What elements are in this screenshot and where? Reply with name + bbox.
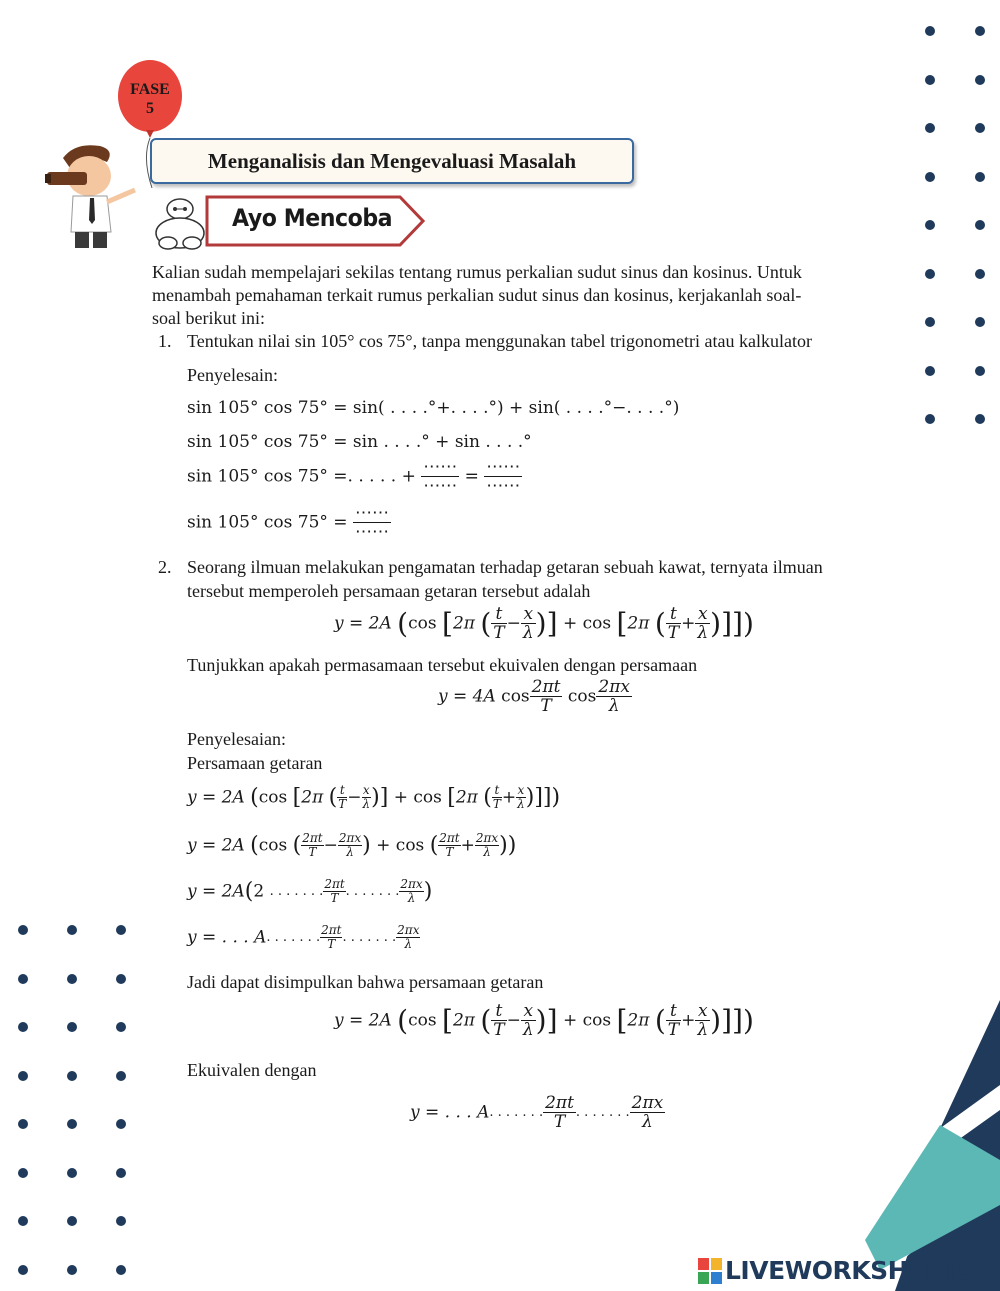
decorative-dot (925, 172, 935, 182)
numerator: 2πt (439, 831, 460, 845)
question-2-solution-label: Penyelesaian: (187, 729, 286, 749)
fraction-t-over-T (337, 784, 347, 811)
bracket-open: [ (442, 607, 453, 640)
denominator: T (445, 845, 454, 859)
denominator: T (330, 891, 339, 905)
decorative-dot (975, 26, 985, 36)
fraction-x-over-lambda (362, 784, 372, 811)
denominator: T (493, 623, 505, 643)
intro-line-1: Kalian sudah mempelajari sekilas tentang rumus perkalian sudut sinus dan kosinus. Untuk (152, 262, 802, 282)
numerator: t (337, 784, 347, 798)
decorative-dot (925, 414, 935, 424)
fraction-2pix-over-lambda (630, 1094, 666, 1131)
paren-open: ( (244, 879, 254, 904)
paren-close: ) (710, 607, 722, 640)
bracket-close: ] (732, 607, 743, 640)
decorative-dot (116, 1119, 126, 1129)
paren-open: ( (483, 785, 492, 810)
decorative-dot (925, 269, 935, 279)
paren-close: ) (525, 785, 535, 810)
two-pi: 2π (627, 1010, 650, 1031)
question-2-text-line-1: Seorang ilmuan melakukan pengamatan terhadap getaran sebuah kawat, ternyata ilmuan (187, 557, 823, 577)
denominator: λ (407, 891, 416, 905)
decorative-dot (925, 75, 935, 85)
denominator: λ (642, 1112, 653, 1132)
corner-decoration (800, 990, 1000, 1291)
phase-badge-number: 5 (146, 100, 154, 117)
minus-sign: − (506, 613, 521, 634)
decorative-dot (116, 1022, 126, 1032)
denominator: λ (697, 1020, 709, 1040)
question-1-number: 1. (158, 331, 172, 351)
denominator: T (493, 1020, 505, 1040)
question-1-step-4 (187, 504, 391, 541)
blank-denominator: ⋯⋯ (354, 522, 389, 542)
denominator: T (667, 1020, 680, 1040)
question-2-step-1 (187, 784, 560, 811)
paren-close: ) (499, 833, 508, 858)
denominator: λ (483, 845, 491, 859)
denominator: λ (697, 623, 709, 643)
wave-equation-target (438, 678, 632, 715)
header-title: Menganalisis dan Mengevaluasi Masalah (150, 138, 634, 184)
cos-func: cos (501, 686, 530, 707)
equals-sign: = (453, 686, 468, 707)
equals-sign: = (349, 613, 364, 634)
amplitude: 4A (472, 686, 496, 707)
numerator: 2πx (338, 831, 362, 845)
decorative-dot (925, 366, 935, 376)
decorative-dot (67, 1071, 77, 1081)
decorative-dot (925, 123, 935, 133)
numerator: 2πt (531, 677, 561, 697)
minus-sign: − (347, 787, 362, 808)
two-pi: 2π (627, 613, 650, 634)
cos-func: cos (567, 686, 597, 707)
blank-denominator: ⋯⋯ (486, 476, 521, 496)
cos-func: cos (582, 613, 612, 634)
decorative-dot (975, 220, 985, 230)
decorative-dot (67, 1119, 77, 1129)
amplitude: 2A (221, 835, 245, 856)
decorative-dot (925, 220, 935, 230)
equals-sign: = (202, 787, 217, 808)
question-2-number: 2. (158, 557, 172, 577)
equals-sign: = (464, 466, 479, 487)
decorative-dot (18, 1119, 28, 1129)
fraction-x-over-lambda (521, 605, 536, 642)
bracket-close: ] (546, 607, 558, 640)
fraction-t-over-T (666, 1002, 681, 1039)
numerator: x (521, 1002, 536, 1021)
decorative-dot (116, 925, 126, 935)
decorative-dot (925, 26, 935, 36)
two-pi: 2π (455, 787, 478, 808)
denominator: λ (608, 696, 620, 716)
blank-denominator: ⋯⋯ (423, 476, 458, 496)
plus-sign: + (681, 1010, 696, 1031)
bracket-close: ] (546, 1004, 558, 1037)
liveworksheets-logo (698, 1256, 975, 1285)
question-2-step-3 (187, 878, 432, 905)
intro-line-3: soal berikut ini: (152, 308, 265, 328)
question-2-show-text: Tunjukkan apakah permasamaan tersebut ekuivalen dengan persamaan (187, 655, 698, 675)
fraction-2pix-over-lambda (338, 832, 362, 859)
decorative-dot (67, 925, 77, 935)
fraction-2pix-over-lambda (396, 924, 420, 951)
bracket-open: [ (447, 785, 456, 810)
blank-fraction (484, 458, 522, 495)
decorative-dot (116, 974, 126, 984)
paren-close: ) (742, 607, 754, 640)
wave-equation-given (334, 605, 754, 642)
decorative-dot (67, 1168, 77, 1178)
paren-open: ( (480, 1004, 492, 1037)
question-2-conclusion: Jadi dapat disimpulkan bahwa persamaan getaran (187, 972, 544, 992)
blank-dots: . . . . . . . (342, 930, 397, 945)
decorative-dot (975, 414, 985, 424)
bracket-open: [ (616, 1004, 628, 1037)
var-y: y (438, 686, 448, 707)
paren-close: ) (710, 1004, 722, 1037)
numerator: 2πt (321, 923, 342, 937)
denominator: λ (522, 1020, 534, 1040)
amplitude: 2A (368, 1010, 392, 1031)
question-2-step-2 (187, 832, 516, 859)
numerator: x (695, 605, 710, 624)
fraction-2pit-over-T (530, 678, 563, 715)
decorative-dot (116, 1071, 126, 1081)
fraction-2pit-over-T (438, 832, 460, 859)
numerator: x (521, 605, 536, 624)
decorative-dot (116, 1168, 126, 1178)
paren-close: ) (742, 1004, 754, 1037)
decorative-dot (975, 172, 985, 182)
numerator: 2πx (400, 877, 423, 891)
equals-sign: = (202, 881, 217, 902)
fraction-t-over-T (491, 605, 506, 642)
denominator: λ (517, 797, 525, 811)
result-prefix: y = . . . A (187, 927, 267, 948)
decorative-dot (975, 75, 985, 85)
decorative-dot (975, 269, 985, 279)
var-y: y (334, 613, 344, 634)
fraction-2pix-over-lambda (399, 878, 423, 905)
plus-sign: + (681, 613, 696, 634)
question-1-step-2: sin 105° cos 75° = sin . . . .° + sin . . . .° (187, 432, 532, 452)
plus-sign: + (562, 613, 578, 634)
bracket-close: ] (379, 785, 389, 810)
blank-numerator: ⋯⋯ (486, 457, 521, 477)
blank-numerator: ⋯⋯ (354, 503, 389, 523)
decorative-dot (67, 1265, 77, 1275)
numerator: 2πx (397, 923, 420, 937)
bracket-close: ] (721, 607, 733, 640)
var-y: y (187, 881, 197, 902)
amplitude: 2A (221, 787, 245, 808)
phase-badge (120, 80, 180, 118)
denominator: λ (404, 937, 413, 951)
paren-open: ( (250, 785, 259, 810)
question-2-step-4 (187, 924, 420, 951)
numerator: 2πt (302, 831, 323, 845)
liveworksheets-logo-icon (698, 1258, 722, 1284)
result-prefix: y = . . . A (410, 1102, 490, 1123)
fraction-2pit-over-T (301, 832, 323, 859)
intro-line-2: menambah pemahaman terkait rumus perkalian sudut sinus dan kosinus, kerjakanlah soal- (152, 285, 802, 305)
question-1-step-3 (187, 458, 522, 495)
fraction-t-over-T (666, 605, 681, 642)
numerator: 2πx (631, 1093, 664, 1113)
fraction-t-over-T (491, 1002, 506, 1039)
bracket-close: ] (534, 785, 543, 810)
section-label: Ayo Mencoba (232, 204, 393, 232)
numerator: x (517, 783, 525, 797)
decorative-dot (116, 1265, 126, 1275)
decorative-dot (18, 1265, 28, 1275)
bracket-close: ] (732, 1004, 743, 1037)
decorative-dot (67, 1022, 77, 1032)
step-4-lhs: sin 105° cos 75° = (187, 512, 348, 533)
paren-open: ( (292, 833, 302, 858)
denominator: T (338, 797, 347, 811)
decorative-dot (975, 317, 985, 327)
paren-open: ( (429, 833, 439, 858)
question-2-equivalent-label: Ekuivalen dengan (187, 1060, 317, 1080)
paren-close: ) (551, 785, 561, 810)
denominator: T (308, 845, 317, 859)
blank-dots: . . . . . . . (489, 1105, 544, 1120)
blank-dots: . . . . . . . (345, 884, 400, 899)
two-pi: 2π (452, 1010, 475, 1031)
numerator: x (362, 783, 370, 797)
paren-close: ) (362, 833, 371, 858)
denominator: T (327, 937, 336, 951)
amplitude: 2A (221, 881, 245, 902)
blank-numerator: ⋯⋯ (423, 457, 458, 477)
minus-sign: − (506, 1010, 521, 1031)
numerator: 2πx (598, 677, 630, 697)
decorative-dot (18, 974, 28, 984)
wave-equation-conclusion (334, 1002, 754, 1039)
blank-fraction (353, 504, 391, 541)
phase-badge-label: FASE (130, 81, 170, 98)
paren-open: ( (397, 1004, 409, 1037)
cos-func: cos (582, 1010, 612, 1031)
dot-grid-bottom-left (18, 925, 138, 1285)
decorative-dot (18, 1168, 28, 1178)
paren-open: ( (397, 607, 409, 640)
dot-grid-top-right (925, 26, 995, 436)
fraction-2pix-over-lambda (596, 678, 632, 715)
numerator: t (491, 1002, 506, 1021)
bracket-close: ] (721, 1004, 733, 1037)
var-y: y (187, 787, 197, 808)
bracket-close: ] (542, 785, 552, 810)
paren-open: ( (480, 607, 492, 640)
coefficient-two: 2 (253, 881, 265, 902)
paren-open: ( (654, 1004, 666, 1037)
fraction-x-over-lambda (695, 1002, 710, 1039)
fraction-2pit-over-T (320, 924, 342, 951)
numerator: t (666, 605, 681, 624)
paren-close: ) (535, 607, 547, 640)
denominator: T (667, 623, 680, 643)
amplitude: 2A (368, 613, 392, 634)
paren-open: ( (250, 833, 259, 858)
fraction-x-over-lambda (695, 605, 710, 642)
question-1-solution-label: Penyelesain: (187, 365, 278, 385)
question-1-text: Tentukan nilai sin 105° cos 75°, tanpa menggunakan tabel trigonometri atau kalkulator (187, 331, 812, 351)
denominator: λ (362, 797, 371, 811)
numerator: 2πt (545, 1093, 574, 1113)
decorative-dot (18, 1216, 28, 1226)
fraction-2pit-over-T (543, 1094, 576, 1131)
denominator: T (553, 1112, 566, 1132)
fraction-2pix-over-lambda (475, 832, 499, 859)
blank-fraction (421, 458, 459, 495)
decorative-dot (67, 974, 77, 984)
question-2-text-line-2: tersebut memperoleh persamaan getaran tersebut adalah (187, 581, 591, 601)
blank-dots: . . . . . . . (269, 884, 324, 899)
question-2-sub-label: Persamaan getaran (187, 753, 323, 773)
decorative-dot (925, 317, 935, 327)
var-y: y (187, 835, 197, 856)
plus-sign: + (460, 835, 475, 856)
bracket-open: [ (616, 607, 628, 640)
plus-sign: + (562, 1010, 578, 1031)
bracket-open: [ (292, 785, 302, 810)
paren-close: ) (423, 879, 433, 904)
decorative-dot (116, 1216, 126, 1226)
numerator: t (666, 1002, 681, 1021)
two-pi: 2π (301, 787, 324, 808)
decorative-dot (18, 925, 28, 935)
blank-dots: . . . . . . . (575, 1105, 630, 1120)
equals-sign: = (349, 1010, 364, 1031)
plus-sign: + (501, 787, 517, 808)
numerator: 2πx (475, 831, 499, 845)
paren-open: ( (654, 607, 666, 640)
fraction-t-over-T (492, 784, 502, 811)
var-y: y (334, 1010, 344, 1031)
liveworksheets-logo-text: LIVEWORKSHEETS (725, 1256, 976, 1285)
numerator: 2πt (324, 877, 345, 891)
numerator: t (491, 605, 506, 624)
wave-equation-answer (410, 1094, 665, 1131)
bracket-open: [ (442, 1004, 453, 1037)
numerator: t (492, 784, 502, 798)
cartoon-man-illustration (45, 140, 155, 255)
denominator: λ (346, 845, 354, 859)
fraction-x-over-lambda (516, 784, 526, 811)
equals-sign: = (202, 835, 217, 856)
paren-open: ( (328, 785, 338, 810)
paren-close: ) (371, 785, 380, 810)
two-pi: 2π (452, 613, 475, 634)
decorative-dot (18, 1071, 28, 1081)
denominator: λ (522, 623, 534, 643)
step-3-lhs: sin 105° cos 75° =. . . . . + (187, 466, 416, 487)
decorative-dot (67, 1216, 77, 1226)
denominator: T (540, 696, 552, 716)
cos-func: cos (258, 835, 288, 856)
fraction-2pit-over-T (323, 878, 345, 905)
plus-sign: + (393, 787, 408, 808)
decorative-dot (18, 1022, 28, 1032)
cos-func: cos (258, 787, 288, 808)
paren-close: ) (535, 1004, 547, 1037)
decorative-dot (975, 366, 985, 376)
cos-func: cos (395, 835, 425, 856)
decorative-dot (975, 123, 985, 133)
question-1-step-1: sin 105° cos 75° = sin( . . . .°+. . . .°) + sin( . . . .°−. . . .°) (187, 398, 680, 418)
robot-mascot-icon (150, 195, 210, 250)
plus-sign: + (376, 835, 391, 856)
numerator: x (695, 1002, 710, 1021)
cos-func: cos (408, 1010, 437, 1031)
paren-close: ) (507, 833, 517, 858)
blank-dots: . . . . . . . (266, 930, 321, 945)
minus-sign: − (323, 835, 338, 856)
fraction-x-over-lambda (521, 1002, 536, 1039)
cos-func: cos (408, 613, 437, 634)
cos-func: cos (413, 787, 442, 808)
denominator: T (492, 797, 501, 811)
